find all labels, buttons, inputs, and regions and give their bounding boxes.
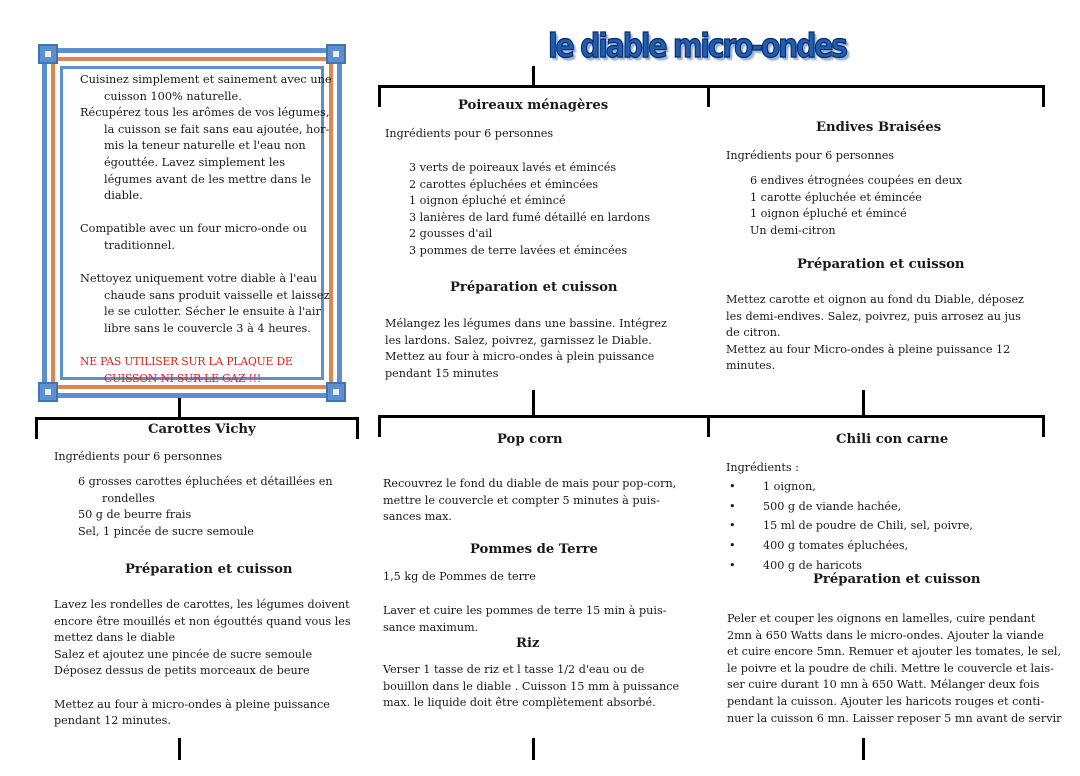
- ingredient-item: 2 gousses d'ail: [409, 227, 493, 241]
- list-item: • 400 g de haricots: [727, 556, 973, 576]
- ingredients-label: Ingrédients :: [726, 461, 799, 474]
- recipe-title: Endives Braisées: [816, 120, 942, 135]
- ingredient-item: rondelles: [102, 491, 155, 505]
- recipe-text: Verser 1 tasse de riz et l tasse 1/2 d'eau ou de bouillon dans le diable . Cuisson 15 mm à puissance max. le liquide doit être complètement absorbé.: [383, 663, 680, 710]
- list-item: • 1 oignon,: [727, 477, 973, 497]
- recipe-title: Riz: [516, 636, 540, 651]
- page-title: le diable micro-ondes: [548, 26, 846, 65]
- list-item: • 400 g tomates épluchées,: [727, 536, 973, 556]
- ingredient-item: 50 g de beurre frais: [78, 508, 192, 522]
- ingredient-item: 3 pommes de terre lavées et émincées: [409, 243, 628, 257]
- intro-paragraph: Compatible avec un four micro-onde ou traditionnel.: [80, 222, 307, 252]
- prep-text: Lavez les rondelles de carottes, les légumes doivent encore être mouillés et non égouttés quand vous les mettez dans le diable Salez et ajoutez une pincée de sucre semoule Déposez dessus de petits morceaux de beure Mettez au four à micro-ondes à pleine puissance pendant 12 minutes.: [54, 598, 351, 728]
- list-item: • 15 ml de poudre de Chili, sel, poivre,: [727, 516, 973, 536]
- ingredients-list: [409, 160, 650, 260]
- ingredient-item: 2 carottes épluchées et émincées: [409, 177, 599, 191]
- bullet-icon: •: [729, 519, 736, 533]
- ingredient-item: 6 endives étrognées coupées en deux: [750, 174, 963, 187]
- frame-corner-icon: [38, 44, 58, 64]
- intro-paragraph: Nettoyez uniquement votre diable à l'eau chaude sans produit vaisselle et laissez le se culotter. Sécher le ensuite à l'air libre sans le couvercle 3 à 4 heures.: [80, 272, 330, 335]
- prep-title: Préparation et cuisson: [797, 257, 965, 272]
- ingredient-item: 1 carotte épluchée et émincée: [750, 190, 922, 204]
- intro-warning: NE PAS UTILISER SUR LA PLAQUE DE CUISSON NI SUR LE GAZ !!!: [80, 355, 293, 385]
- bullet-icon: •: [729, 480, 736, 493]
- bullet-icon: •: [729, 499, 736, 513]
- recipe-title: Carottes Vichy: [148, 422, 256, 437]
- list-item: • 500 g de viande hachée,: [727, 497, 973, 517]
- ingredient-item: 3 lanières de lard fumé détaillé en lardons: [409, 210, 651, 224]
- recipe-text: Laver et cuire les pommes de terre 15 min à puis- sance maximum.: [383, 604, 667, 634]
- ingredients-label: Ingrédients pour 6 personnes: [54, 450, 223, 463]
- ingredient-item: 1 oignon épluché et émincé: [409, 194, 566, 208]
- frame-corner-icon: [326, 44, 346, 64]
- prep-title: Préparation et cuisson: [813, 572, 981, 587]
- prep-title: Préparation et cuisson: [450, 280, 618, 295]
- ingredient-item: Sel, 1 pincée de sucre semoule: [78, 524, 254, 538]
- ingredient-item: Un demi-citron: [750, 223, 836, 237]
- prep-text: Mettez carotte et oignon au fond du Diable, déposez les demi-endives. Salez, poivrez, puis arrosez au jus de citron. Mettez au four Micro-ondes à pleine puissance 12 minutes.: [726, 293, 1024, 373]
- intro-text: [80, 72, 332, 404]
- ingredients-label: Ingrédients pour 6 personnes: [385, 127, 554, 140]
- bullet-icon: •: [729, 558, 736, 572]
- recipe-text: Recouvrez le fond du diable de mais pour pop-corn, mettre le couvercle et compter 5 minutes à puis- sances max.: [383, 477, 677, 524]
- frame-corner-icon: [38, 382, 58, 402]
- intro-paragraph: Cuisinez simplement et sainement avec une cuisson 100% naturelle.: [80, 73, 332, 103]
- ingredients-list: [727, 477, 973, 576]
- prep-text: Peler et couper les oignons en lamelles, cuire pendant 2mn à 650 Watts dans le micro-ondes. Ajouter la viande et cuire encore 5mn. Remuer et ajouter les tomates, le sel, le poivre et la poudre de chili. Mettre le couvercle et lais- ser cuire durant 10 mn à 650 Watt. Mélanger deux fois pendant la cuisson. Ajouter les haricots rouges et conti- nuer la cuisson 6 mn. Laisser reposer 5 mn avant de servir: [727, 612, 1062, 725]
- ingredients-list: [750, 173, 962, 239]
- prep-text: Mélangez les légumes dans une bassine. Intégrez les lardons. Salez, poivrez, garnissez le Diable. Mettez au four à micro-ondes à plein puissance pendant 15 minutes: [385, 317, 667, 380]
- ingredients-label: 1,5 kg de Pommes de terre: [383, 570, 536, 583]
- recipe-title: Pommes de Terre: [470, 542, 598, 557]
- bullet-icon: •: [729, 539, 736, 553]
- recipe-title: Chili con carne: [836, 432, 949, 447]
- ingredient-item: 1 oignon épluché et émincé: [750, 207, 907, 221]
- intro-paragraph: Récupérez tous les arômes de vos légumes, la cuisson se fait sans eau ajoutée, hor-mis la teneur naturelle et l'eau non égouttée. Lavez simplement les légumes avant de les mettre dans le diable.: [80, 106, 330, 203]
- prep-title: Préparation et cuisson: [125, 562, 293, 577]
- ingredient-item: 6 grosses carottes épluchées et détaillées en: [78, 475, 333, 488]
- ingredient-item: 3 verts de poireaux lavés et émincés: [409, 161, 617, 174]
- recipe-title: Pop corn: [497, 432, 563, 447]
- recipe-title: Poireaux ménagères: [458, 98, 609, 113]
- ingredients-list: [78, 474, 333, 540]
- ingredients-label: Ingrédients pour 6 personnes: [726, 149, 895, 162]
